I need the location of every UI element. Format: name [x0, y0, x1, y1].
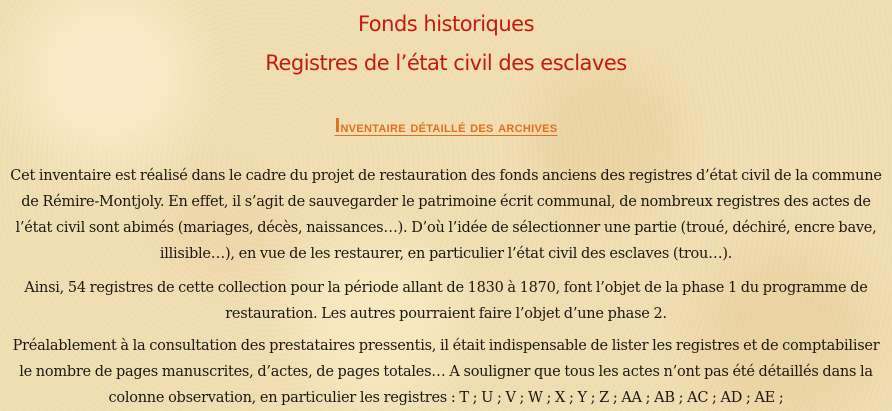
paragraph-phase: Ainsi, 54 registres de cette collection pour la période allant de 1830 à 1870, font l’objet de la phase 1 du programme de restauration. Les autres pourraient faire l’objet d’une phase 2.: [24, 280, 868, 322]
section-heading-initial: I: [334, 115, 341, 137]
paragraph-preliminary: Préalablement à la consultation des prestataires pressentis, il était indispensable de lister les registres et de comptabiliser le nombre de pages manuscrites, d’actes, de pages totales… A souligner que tous les actes n’ont pas été détaillés dans la colonne observation, en particulier les registres : T ; U ; V ; W ; X ; Y ; Z ; AA ; AB ; AC ; AD ; AE ;: [12, 338, 880, 406]
page-title: Fonds historiques: [357, 12, 535, 36]
page-subtitle: Registres de l’état civil des esclaves: [265, 51, 627, 75]
section-heading: [0, 115, 892, 138]
paragraph-intro: Cet inventaire est réalisé dans le cadre du projet de restauration des fonds anciens des registres d’état civil de la commune de Rémire-Montjoly. En effet, il s’agit de sauvegarder le patrimoine écrit communal, de nombreux registres des actes de l’état civil sont abimés (mariages, décès, naissances…). D’où l’idée de sélectionner une partie (troué, déchiré, encre bave, illisible…), en vue de les restaurer, en particulier l’état civil des esclaves (trou…).: [10, 168, 882, 262]
section-heading-text: nventaire détaillé des archives: [340, 119, 558, 136]
